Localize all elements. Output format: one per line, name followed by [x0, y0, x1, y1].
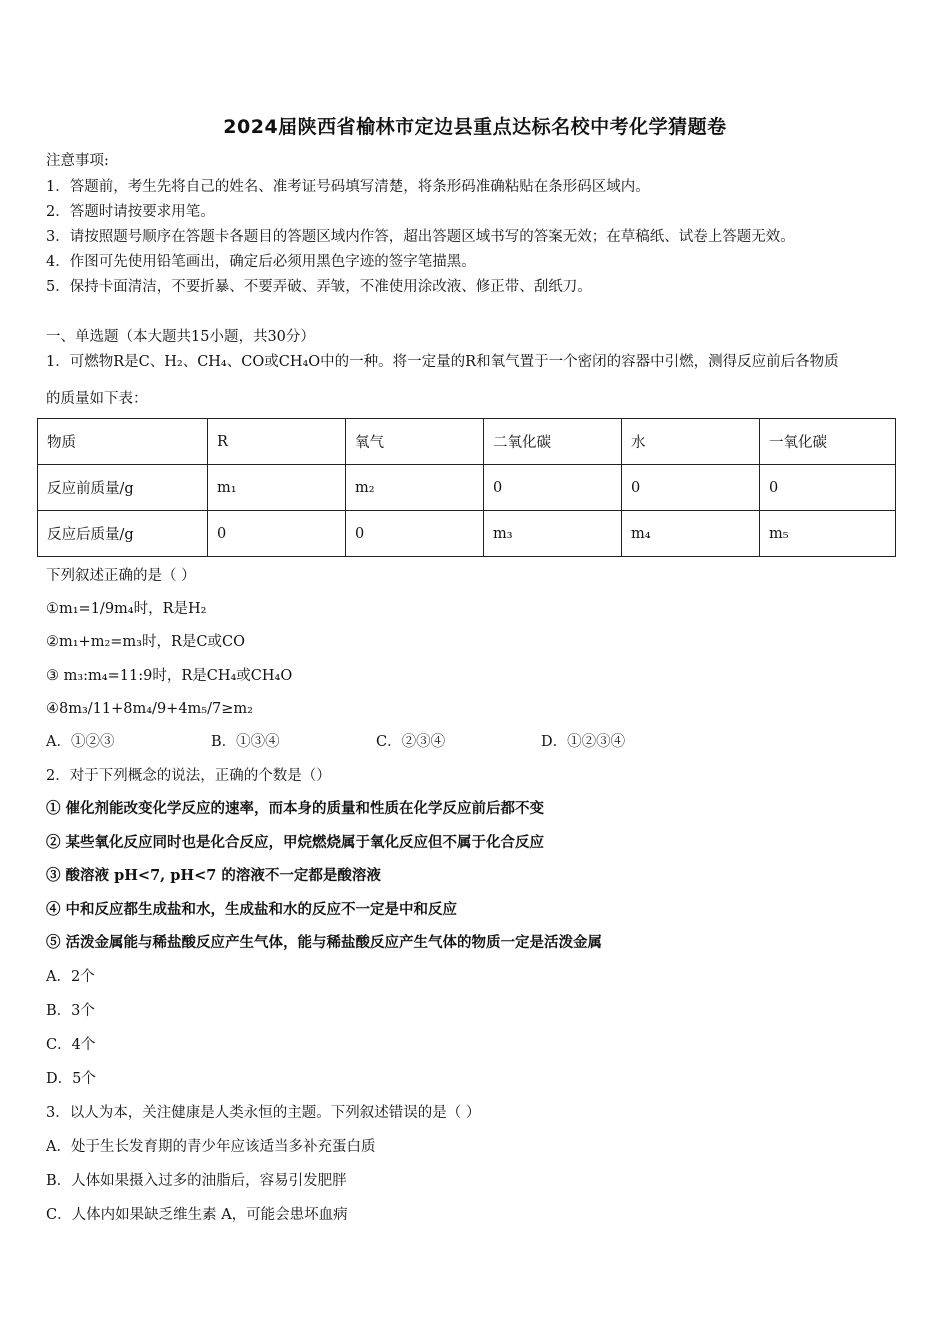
statement: ⑤ 活泼金属能与稀盐酸反应产生气体，能与稀盐酸反应产生气体的物质一定是活泼金属: [46, 934, 603, 951]
table-cell: 0: [760, 465, 896, 511]
notice-item: 4．作图可先使用铅笔画出，确定后必须用黑色字迹的签字笔描黑。: [46, 254, 476, 270]
option-d[interactable]: D．5个: [46, 1071, 96, 1087]
option-b[interactable]: B．3个: [46, 1003, 95, 1019]
option-a[interactable]: A．①②③: [46, 734, 115, 750]
notice-item: 2．答题时请按要求用笔。: [46, 204, 215, 220]
table-cell: 0: [346, 511, 484, 557]
notice-item: 5．保持卡面清洁，不要折暴、不要弄破、弄皱，不准使用涂改液、修正带、刮纸刀。: [46, 279, 592, 295]
question-1-stem: 1．可燃物R是C、H₂、CH₄、CO或CH₄O中的一种。将一定量的R和氧气置于一个密闭的容器中引燃，测得反应前后各物质: [46, 354, 839, 370]
table-cell: 物质: [38, 419, 208, 465]
table-cell: R: [208, 419, 346, 465]
table-cell: m₂: [346, 465, 484, 511]
option-c[interactable]: C．4个: [46, 1037, 96, 1053]
statement: ② 某些氧化反应同时也是化合反应，甲烷燃烧属于氧化反应但不属于化合反应: [46, 834, 545, 851]
table-cell: m₃: [484, 511, 622, 557]
statement: ③ m₃:m₄=11:9时，R是CH₄或CH₄O: [46, 668, 293, 684]
page-title: 2024届陕西省榆林市定边县重点达标名校中考化学猜题卷: [223, 116, 727, 138]
statement: ①m₁=1/9m₄时，R是H₂: [46, 601, 207, 617]
table-cell: 二氧化碳: [484, 419, 622, 465]
section-heading: 一、单选题（本大题共15小题，共30分）: [46, 329, 315, 345]
option-a[interactable]: A．2个: [46, 969, 95, 985]
option-b[interactable]: B．人体如果摄入过多的油脂后，容易引发肥胖: [46, 1173, 347, 1189]
table-cell: 氧气: [346, 419, 484, 465]
mass-table: [37, 418, 896, 557]
table-row: [38, 465, 896, 511]
statement: ④ 中和反应都生成盐和水，生成盐和水的反应不一定是中和反应: [46, 901, 458, 918]
statement: ④8m₃/11+8m₄/9+4m₅/7≥m₂: [46, 701, 253, 717]
table-cell: 水: [622, 419, 760, 465]
notice-item: 1．答题前，考生先将自己的姓名、准考证号码填写清楚，将条形码准确粘贴在条形码区域内。: [46, 179, 650, 195]
question-1-options: [46, 732, 910, 752]
table-cell: 0: [208, 511, 346, 557]
table-row: [38, 511, 896, 557]
table-row: [38, 419, 896, 465]
statement: ③ 酸溶液 pH<7, pH<7 的溶液不一定都是酸溶液: [46, 867, 381, 884]
question-1-stem-cont: 的质量如下表：: [46, 391, 148, 407]
statement: ②m₁+m₂=m₃时，R是C或CO: [46, 634, 245, 650]
table-cell: m₄: [622, 511, 760, 557]
table-cell: m₁: [208, 465, 346, 511]
option-d[interactable]: D．①②③④: [541, 734, 626, 750]
table-cell: 反应前质量/g: [38, 465, 208, 511]
table-cell: 一氧化碳: [760, 419, 896, 465]
option-b[interactable]: B．①③④: [211, 734, 280, 750]
table-cell: m₅: [760, 511, 896, 557]
question-2-stem: 2．对于下列概念的说法，正确的个数是（）: [46, 768, 331, 784]
table-cell: 反应后质量/g: [38, 511, 208, 557]
notice-item: 3．请按照题号顺序在答题卡各题目的答题区域内作答，超出答题区域书写的答案无效；在草稿纸、试卷上答题无效。: [46, 229, 795, 245]
table-cell: 0: [484, 465, 622, 511]
table-cell: 0: [622, 465, 760, 511]
question-1-prompt: 下列叙述正确的是（ ）: [46, 568, 196, 584]
option-c[interactable]: C．②③④: [376, 734, 446, 750]
notice-heading: 注意事项:: [46, 153, 109, 169]
option-a[interactable]: A．处于生长发育期的青少年应该适当多补充蛋白质: [46, 1139, 376, 1155]
option-c[interactable]: C．人体内如果缺乏维生素 A，可能会患坏血病: [46, 1207, 348, 1223]
question-3-stem: 3．以人为本，关注健康是人类永恒的主题。下列叙述错误的是（ ）: [46, 1105, 481, 1121]
statement: ① 催化剂能改变化学反应的速率，而本身的质量和性质在化学反应前后都不变: [46, 800, 545, 817]
